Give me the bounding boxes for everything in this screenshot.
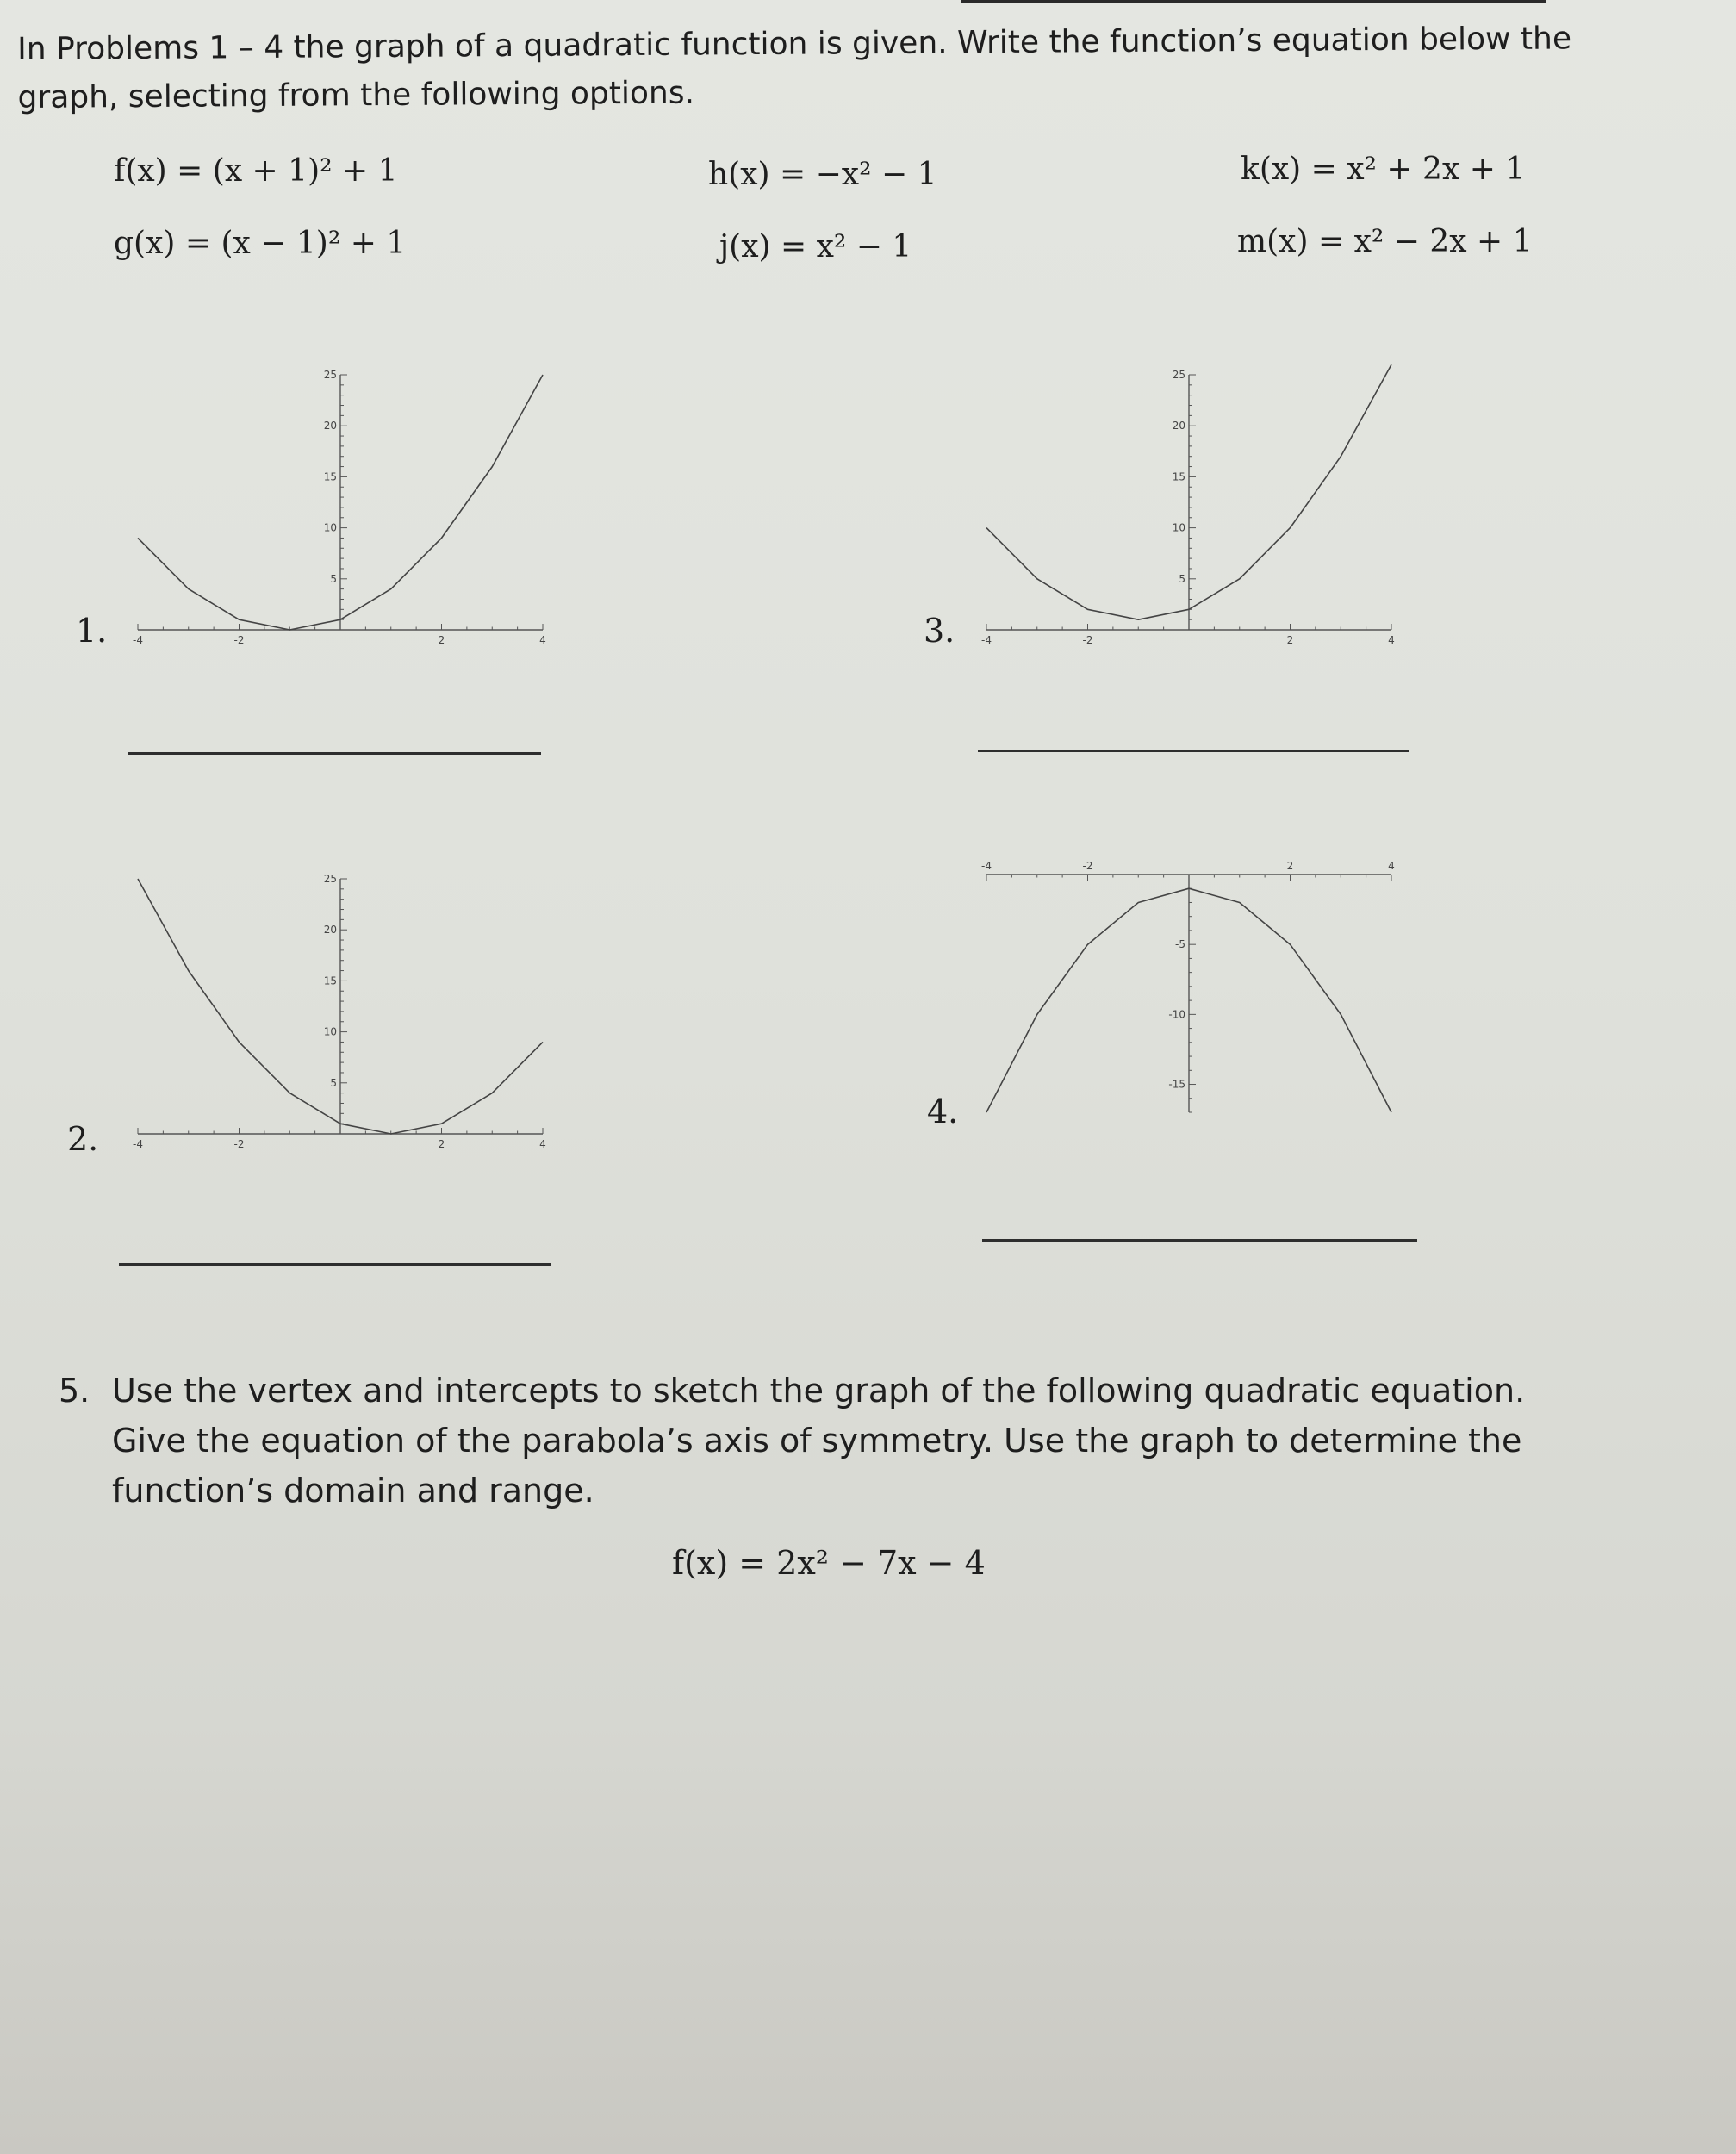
option-h: h(x) = −x² − 1 — [708, 157, 937, 192]
problem-4-number: 4. — [927, 1093, 959, 1130]
problem-5-text: Use the vertex and intercepts to sketch the graph of the following quadratic equation. Give the equation of the parabola’s axis of symmetry. Use the graph to determine the function’s domain and range. — [112, 1372, 1526, 1510]
graph-2-y-tick-label: 25 — [323, 873, 337, 885]
answer-blank-2[interactable] — [119, 1263, 551, 1266]
graph-2 — [129, 870, 551, 1155]
graph-3-x-tick-label: 4 — [1388, 634, 1395, 646]
graph-4-y-tick-label: -15 — [1168, 1078, 1185, 1091]
option-k: k(x) = x² + 2x + 1 — [1241, 152, 1526, 187]
problem-5-number: 5. — [59, 1372, 90, 1410]
graph-2-x-tick-label: -2 — [233, 1138, 245, 1150]
graph-1-x-tick-label: 2 — [438, 634, 445, 646]
graph-3-y-tick-label: 15 — [1172, 470, 1185, 483]
graph-1-x-tick-label: -4 — [133, 634, 143, 646]
graph-3-y-tick-label: 5 — [1179, 572, 1185, 585]
answer-blank-3[interactable] — [978, 750, 1409, 752]
graph-2-y-tick-label: 5 — [330, 1076, 337, 1089]
graph-3-y-tick-label: 20 — [1172, 420, 1185, 433]
answer-blank-4[interactable] — [982, 1239, 1417, 1242]
problem-5 — [59, 1366, 1609, 1516]
graph-3-y-tick-label: 10 — [1172, 521, 1185, 534]
problem-1-number: 1. — [76, 612, 108, 650]
graph-1-x-tick-label: 4 — [539, 634, 546, 646]
graph-2-y-tick-label: 20 — [323, 924, 337, 937]
graph-3-x-tick-label: -4 — [981, 634, 992, 646]
graph-2-y-tick-label: 10 — [323, 1025, 337, 1038]
graph-3-y-tick-label: 25 — [1172, 369, 1185, 381]
graph-2-x-tick-label: 4 — [539, 1138, 546, 1150]
option-m: m(x) = x² − 2x + 1 — [1237, 224, 1533, 259]
graph-3 — [978, 366, 1400, 651]
graph-1-x-tick-label: -2 — [233, 634, 245, 646]
problem-3-number: 3. — [924, 612, 955, 650]
graph-2-x-tick-label: -4 — [133, 1138, 143, 1150]
graph-1 — [129, 366, 551, 651]
graph-1-y-tick-label: 20 — [323, 420, 337, 433]
graph-4-y-tick-label: -10 — [1168, 1008, 1185, 1021]
graph-1-y-tick-label: 5 — [330, 572, 337, 585]
graph-1-y-tick-label: 15 — [323, 470, 337, 483]
option-g: g(x) = (x − 1)² + 1 — [114, 226, 407, 261]
graph-4-x-tick-label: 2 — [1286, 860, 1294, 872]
graph-4-x-tick-label: -2 — [1082, 860, 1093, 872]
graph-3-x-tick-label: -2 — [1082, 634, 1093, 646]
graph-4 — [978, 860, 1400, 1133]
option-j: j(x) = x² − 1 — [719, 229, 912, 265]
graph-2-y-tick-label: 15 — [323, 974, 337, 987]
graph-4-y-tick-label: -5 — [1175, 938, 1185, 951]
problem-2-number: 2. — [67, 1120, 99, 1158]
graph-1-y-tick-label: 25 — [323, 369, 337, 381]
graph-4-x-tick-label: -4 — [981, 860, 992, 872]
graph-3-x-tick-label: 2 — [1286, 634, 1294, 646]
graph-1-y-tick-label: 10 — [323, 521, 337, 534]
top-rule-line — [961, 0, 1546, 3]
graph-4-x-tick-label: 4 — [1388, 860, 1395, 872]
graph-2-x-tick-label: 2 — [438, 1138, 445, 1150]
answer-blank-1[interactable] — [128, 752, 541, 755]
problem-5-equation: f(x) = 2x² − 7x − 4 — [672, 1544, 986, 1582]
option-f: f(x) = (x + 1)² + 1 — [114, 153, 398, 189]
instructions-text: In Problems 1 – 4 the graph of a quadratic function is given. Write the function’s equation below the graph, selecting from the following options. — [17, 21, 1572, 115]
